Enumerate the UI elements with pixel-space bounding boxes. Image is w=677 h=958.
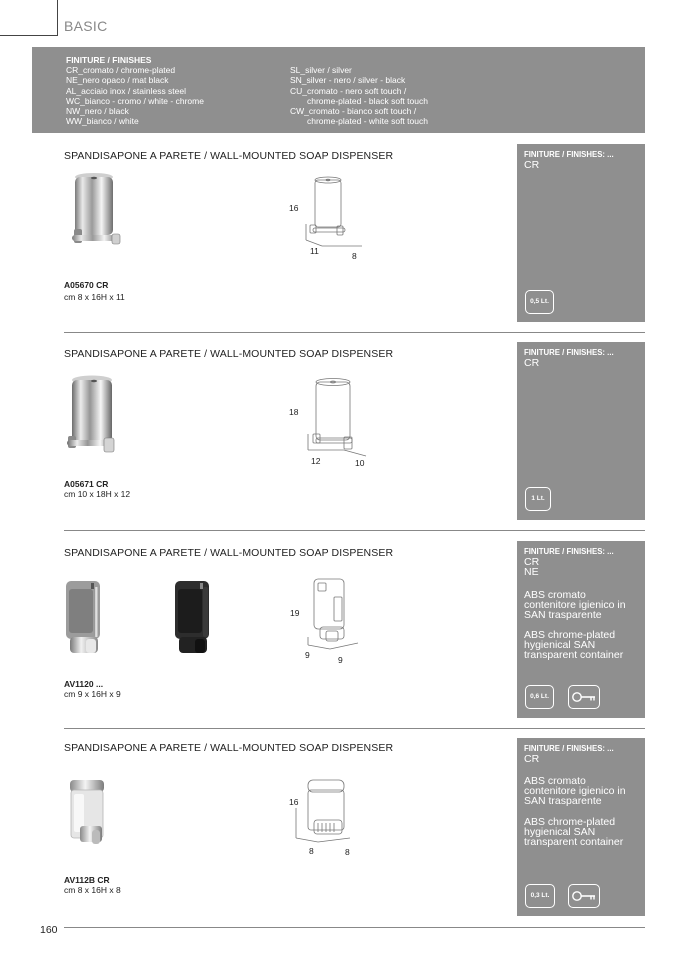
finish-item: CR [524,159,540,171]
product-photo-chrome-dispenser [64,374,122,460]
material-description-it [524,776,626,806]
finishes-list [524,557,539,577]
finish-code: CU_cromato - nero soft touch / [290,85,407,96]
product-photo-chrome-dispenser [64,172,128,254]
product-code: AV1120 ... [64,679,104,689]
product-dimensions: cm 10 x 18H x 12 [64,489,131,499]
dimension-width: 8 [345,847,350,857]
dimension-depth: 12 [311,456,321,466]
finishes-panel-title: FINITURE / FINISHES: ... [524,547,614,556]
finish-code: WW_bianco / white [66,116,139,127]
product-dimensions: cm 8 x 16H x 11 [64,292,125,302]
finishes-legend-title: FINITURE / FINISHES [66,55,152,65]
finishes-legend-left [66,65,204,127]
finishes-legend [32,47,645,133]
finishes-list [524,358,539,368]
finish-code: chrome-plated - black soft touch [307,95,428,106]
dimension-height: 18 [289,407,299,417]
description-line: hygienical SAN [524,826,596,838]
material-description-en [524,817,623,847]
technical-drawing [306,577,362,661]
product-title: SPANDISAPONE A PARETE / WALL-MOUNTED SOAP DISPENSER [64,348,394,360]
finish-item: CR [524,753,540,765]
product-title: SPANDISAPONE A PARETE / WALL-MOUNTED SOAP DISPENSER [64,150,394,162]
dimension-height: 16 [289,203,299,213]
product-photo-black-dispenser [173,579,211,657]
description-line: ABS cromato [524,589,586,601]
product-photo-chrome-dispenser [64,579,102,657]
corner-mark-vertical [57,0,58,36]
dimension-width: 9 [338,655,343,665]
dimension-height: 19 [290,608,300,618]
description-line: contenitore igienico in [524,785,626,797]
finish-code: NW_nero / black [66,106,129,117]
finish-code: SL_silver / silver [290,65,352,75]
finishes-panel [517,144,645,322]
key-icon [569,885,599,907]
finish-code: SN_silver - nero / silver - black [290,75,406,86]
divider [64,332,645,333]
finishes-panel-title: FINITURE / FINISHES: ... [524,150,614,159]
key-lock-badge [568,685,600,709]
finishes-panel [517,541,645,718]
description-line: contenitore igienico in [524,599,626,611]
product-code: A05671 CR [64,479,109,489]
finish-item: CR [524,556,540,568]
technical-drawing [304,374,370,460]
technical-drawing [290,778,360,850]
finishes-legend-right [290,65,428,127]
key-icon [569,686,599,708]
footer-rule [64,927,645,928]
section-label: BASIC [64,18,108,34]
finishes-panel [517,342,645,520]
finish-item: CR [524,357,540,369]
finish-code: CR_cromato / chrome-plated [66,65,176,75]
description-line: hygienical SAN [524,639,596,651]
finish-code: NE_nero opaco / mat black [66,75,169,86]
dimension-depth: 9 [305,650,310,660]
dimension-height: 16 [289,797,299,807]
product-photo-chrome-dispenser [66,778,108,854]
dimension-depth: 11 [310,246,319,256]
key-lock-badge [568,884,600,908]
product-code: AV112B CR [64,875,110,885]
page-number: 160 [40,924,58,936]
product-title: SPANDISAPONE A PARETE / WALL-MOUNTED SOAP DISPENSER [64,742,394,754]
product-dimensions: cm 8 x 16H x 8 [64,885,121,895]
finish-code: CW_cromato - bianco soft touch / [290,106,417,117]
description-line: SAN trasparente [524,795,602,807]
dimension-width: 10 [355,458,365,468]
finishes-panel-title: FINITURE / FINISHES: ... [524,744,614,753]
description-line: transparent container [524,836,624,848]
capacity-badge: 1 Lt. [525,487,551,511]
description-line: ABS cromato [524,775,586,787]
finishes-panel-title: FINITURE / FINISHES: ... [524,348,614,357]
finish-code: AL_acciaio inox / stainless steel [66,85,187,96]
divider [64,728,645,729]
capacity-badge: 0,6 Lt. [525,685,554,709]
description-line: transparent container [524,649,624,661]
description-line: SAN trasparente [524,609,602,621]
technical-drawing [304,174,364,248]
capacity-badge: 0,5 Lt. [525,290,554,314]
finish-code: WC_bianco - cromo / white - chrome [66,95,204,106]
product-title: SPANDISAPONE A PARETE / WALL-MOUNTED SOAP DISPENSER [64,547,394,559]
finishes-list [524,160,539,170]
dimension-width: 8 [352,251,357,261]
product-dimensions: cm 9 x 16H x 9 [64,689,121,699]
product-code: A05670 CR [64,280,109,290]
dimension-depth: 8 [309,846,314,856]
divider [64,530,645,531]
material-description-it [524,590,626,620]
description-line: ABS chrome-plated [524,629,616,641]
capacity-badge: 0,3 Lt. [525,884,555,908]
material-description-en [524,630,623,660]
finishes-list [524,754,539,764]
finish-code: chrome-plated - white soft touch [307,116,428,127]
description-line: ABS chrome-plated [524,816,616,828]
finishes-panel [517,738,645,916]
finish-item: NE [524,566,539,578]
corner-mark-horizontal [0,35,58,36]
